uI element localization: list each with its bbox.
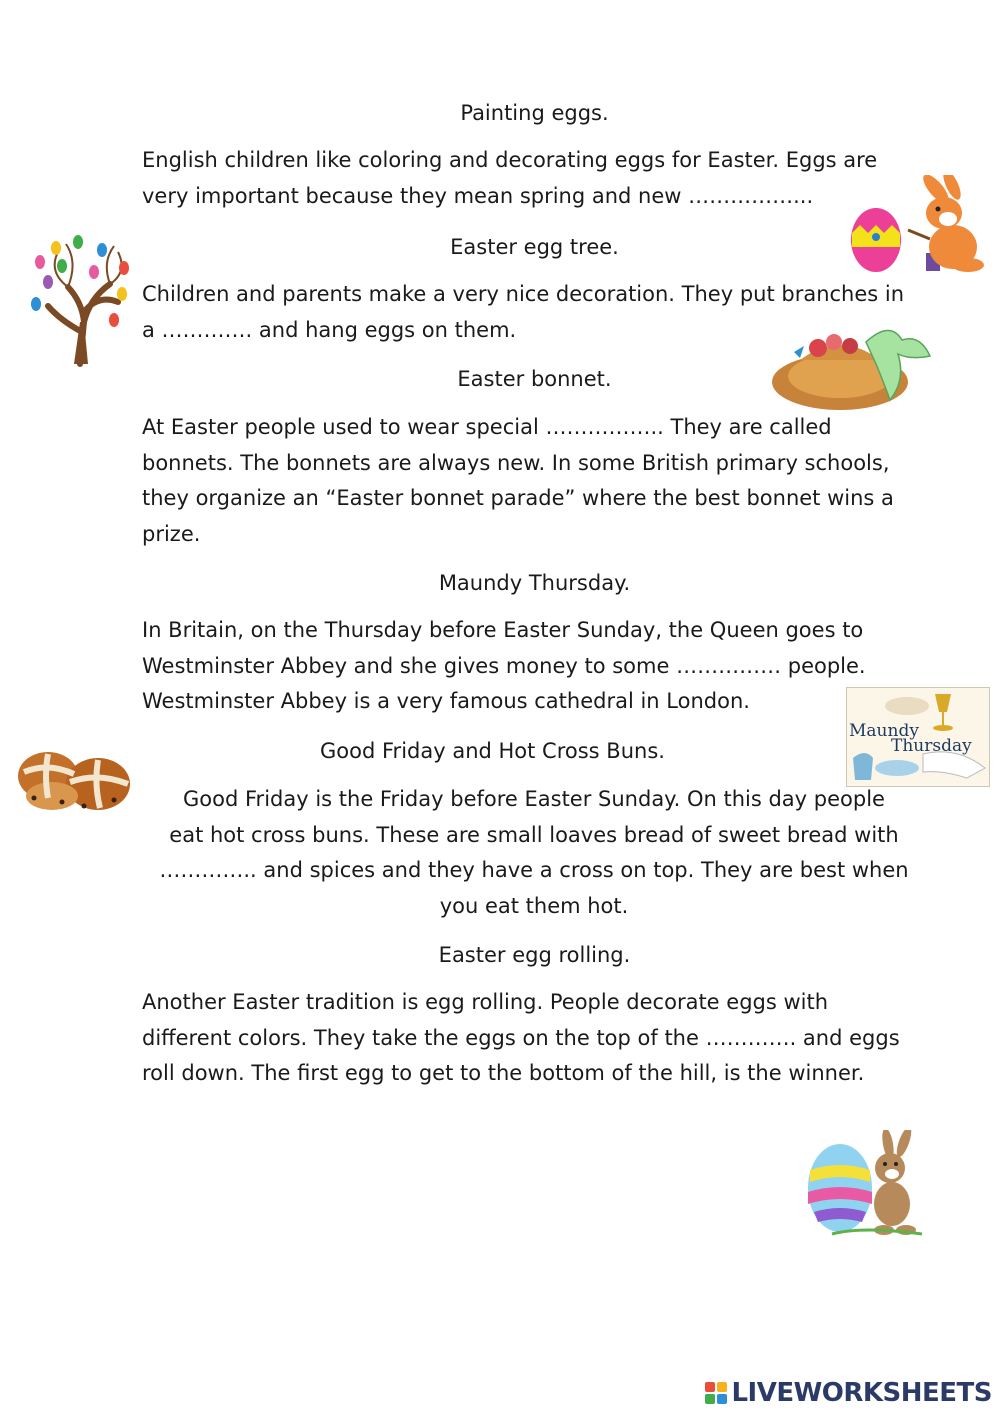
easter-bonnet-image: [770, 320, 935, 415]
heading-easter-egg-rolling: Easter egg rolling.: [438, 943, 631, 967]
bunny-with-egg-image: [802, 1130, 932, 1240]
logo-square: [717, 1382, 727, 1392]
text-line: very important because they mean spring and new ……………...: [142, 183, 814, 208]
text-line: ………….. and spices and they have a cross on top. They are best when: [159, 858, 909, 882]
text-line: bonnets. The bonnets are always new. In some British primary schools,: [142, 450, 890, 475]
text-line: prize.: [142, 521, 201, 546]
liveworksheets-logo-text: LIVEWORKSHEETS: [731, 1378, 992, 1408]
paragraph-easter-bonnet: [142, 410, 927, 552]
text-line: different colors. They take the eggs on the top of the …………. and eggs: [142, 1025, 900, 1050]
maundy-label-line1: Maundy: [849, 721, 919, 741]
heading-painting-eggs: Painting eggs.: [460, 101, 609, 125]
bunny-painting-egg-image: [848, 175, 988, 275]
hot-cross-buns-image: [14, 738, 134, 823]
liveworksheets-logo-mark: [705, 1382, 727, 1404]
paragraph-easter-egg-rolling: [142, 985, 927, 1092]
paragraph-painting-eggs: [142, 143, 927, 214]
text-line: At Easter people used to wear special …………….. They are called: [142, 415, 832, 439]
paragraph-good-friday: [148, 782, 920, 924]
text-line: Good Friday is the Friday before Easter Sunday. On this day people: [183, 787, 885, 811]
logo-square: [705, 1382, 715, 1392]
heading-easter-egg-tree: Easter egg tree.: [450, 235, 619, 259]
text-line: you eat them hot.: [439, 893, 629, 918]
text-line: a …………. and hang eggs on them.: [142, 317, 517, 342]
text-line: Westminster Abbey is a very famous cathedral in London.: [142, 689, 750, 713]
text-line: Another Easter tradition is egg rolling. People decorate eggs with: [142, 990, 829, 1014]
heading-easter-bonnet: Easter bonnet.: [457, 367, 612, 391]
maundy-label-line2: Thursday: [891, 736, 972, 756]
text-line: roll down. The first egg to get to the bottom of the hill, is the winner.: [142, 1061, 865, 1085]
logo-square: [705, 1394, 715, 1404]
maundy-thursday-image: [846, 687, 990, 787]
easter-egg-tree-image: [18, 232, 138, 367]
text-line: Children and parents make a very nice decoration. They put branches in: [142, 282, 905, 306]
liveworksheets-logo: [705, 1379, 992, 1407]
text-line: they organize an “Easter bonnet parade” where the best bonnet wins a: [142, 486, 894, 510]
text-line: In Britain, on the Thursday before Easter Sunday, the Queen goes to: [142, 618, 864, 642]
heading-maundy-thursday: Maundy Thursday.: [438, 571, 631, 595]
text-line: eat hot cross buns. These are small loaves bread of sweet bread with: [169, 822, 899, 847]
logo-square: [717, 1394, 727, 1404]
paragraph-maundy-thursday: [142, 613, 927, 720]
heading-good-friday: Good Friday and Hot Cross Buns.: [320, 739, 665, 763]
text-line: Westminster Abbey and she gives money to some …………… people.: [142, 653, 866, 678]
text-line: English children like coloring and decorating eggs for Easter. Eggs are: [142, 148, 878, 172]
